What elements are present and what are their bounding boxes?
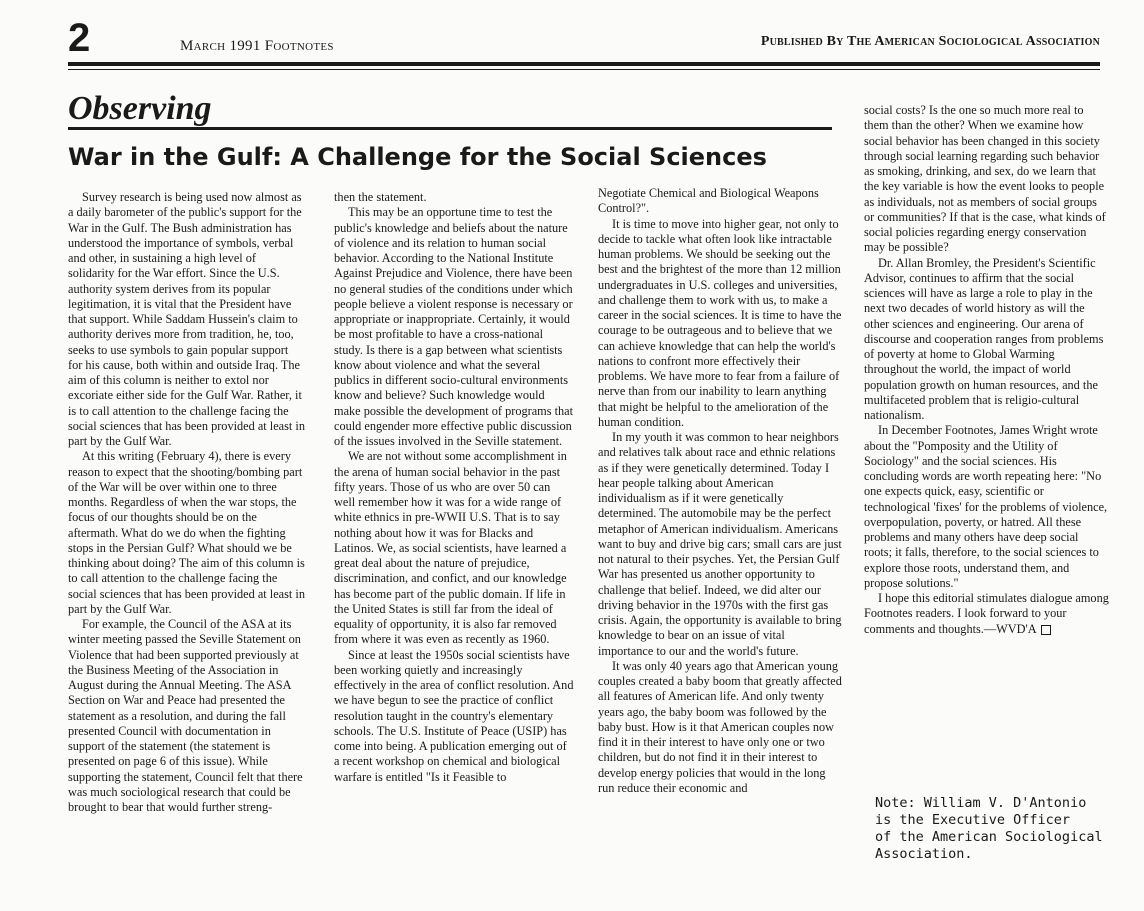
header-rule-thick (68, 62, 1100, 66)
paragraph-text: It was only 40 years ago that American young couples created a baby boom that greatly affected all features of American life. And only twenty years ago, the baby boom was followed by the baby bust. How is it that American couples now find it in their interest to have only one or two children, but do not find it in their interest to develop energy policies that would in the long run reduce their economic and (598, 658, 842, 795)
article-paragraph (68, 449, 305, 617)
paragraph-text: For example, the Council of the ASA at its winter meeting passed the Seville Statement on Violence that had been supported previously at the Business Meeting of the Association in August during the Annual Meeting. The ASA Section on War and Peace had presented the statement as a resolution, and during the fall presented Council with documentation in support of the statement (the statement is presented on page 6 of this issue). While supporting the statement, Council felt that there was much sociological research that could be brought to bear that would further streng- (68, 617, 303, 814)
end-of-article-mark (1041, 625, 1051, 635)
section-title: Observing (68, 90, 212, 127)
typed-note: Note: William V. D'Antonio is the Executive Officer of the American Sociological Association. (875, 795, 1103, 862)
paragraph-text: social costs? Is the one so much more real to them than the other? When we examine how social behavior has been changed in this society through social learning regarding such behavior as smoking, drinking, and sex, do we learn that the key variable is how the event looks to people as individuals, not as members of social groups or communities? If that is the case, what kinds of social policies regarding energy conservation may be possible? (864, 103, 1106, 255)
paragraph-text: Negotiate Chemical and Biological Weapons Control?". (598, 186, 819, 216)
page-number: 2 (68, 16, 91, 60)
article-paragraph (864, 103, 1109, 256)
paragraph-text: Since at least the 1950s social scientists have been working quietly and increasingly effectively in the area of conflict resolution. And we have begun to see the practice of conflict resolution taught in the country's elementary schools. The U.S. Institute of Peace (USIP) has come into being. A publication emerging out of a recent workshop on chemical and biological warfare is entitled "Is it Feasible to (334, 647, 574, 784)
article-paragraph (334, 205, 574, 449)
article-paragraph (598, 217, 842, 431)
article-paragraph (334, 648, 574, 785)
paragraph-text: We are not without some accomplishment in the arena of human social behavior in the past fifty years. Those of us who are over 50 can well remember how it was for a wide range of white ethnics in pre-WWII U.S. That is to say nothing about how it was for Blacks and Latinos. We, as social scientists, have learned a great deal about the nature of prejudice, discrimination, and confict, and our knowledge has become part of the public domain. If life in the United States is still far from the ideal of equality of opportunity, it is also far removed from where it was even as recently as 1960. (334, 449, 567, 647)
article-paragraph (68, 190, 305, 449)
article-column-3 (598, 186, 842, 796)
paragraph-text: It is time to move into higher gear, not only to decide to tackle what often look like intractable human problems. We should be seeking out the best and the brightest of the more than 12 million undergraduates in U.S. colleges and universities, and challenge them to work with us, to make a career in the social sciences. It is time to have the courage to be outrageous and to believe that we can achieve knowledge that can help the world's nations to confront more effectively their problems. We have more to fear from a failure of nerve than from our inability to learn anything that might be helpful to the amelioration of the human condition. (598, 216, 842, 429)
article-paragraph (598, 430, 842, 659)
running-title-left: March 1991 Footnotes (180, 38, 334, 54)
article-paragraph (598, 659, 842, 796)
article-paragraph (864, 256, 1109, 424)
paragraph-text: In my youth it was common to hear neighbors and relatives talk about race and ethnic relations as if they were genetically determined. Today I hear people talking about American individualism as if it were genetically determined. The automobile may be the perfect metaphor of American individualism. Americans want to buy and drive big cars; small cars are just not natural to their psyches. Yet, the Persian Gulf War has presented us another opportunity to challenge that belief. Indeed, we did alter our driving behavior in the 1970s with the first gas crisis. Again, the opportunity is available to bring knowledge to bear on an issue of vital importance to our and the world's future. (598, 430, 842, 658)
paragraph-text: I hope this editorial stimulates dialogue among Footnotes readers. I look forward to your comments and thoughts.—WVD'A (864, 591, 1109, 636)
paragraph-text: At this writing (February 4), there is every reason to expect that the shooting/bombing part of the War will be over within one to three months. Regardless of when the war stops, the focus of our thoughts should be on the aftermath. What do we do when the fighting stops in the Persian Gulf? What should we be thinking about doing? The aim of this column is to call attention to the challenge facing the social sciences that has been provided at least in part by the Gulf War. (68, 449, 305, 616)
article-paragraph (864, 591, 1109, 637)
article-paragraph (598, 186, 842, 217)
paragraph-text: then the statement. (334, 190, 427, 204)
article-paragraph (334, 190, 574, 205)
article-headline: War in the Gulf: A Challenge for the Social Sciences (68, 143, 767, 171)
article-paragraph (864, 423, 1109, 591)
running-title-right: Published By The American Sociological Association (760, 34, 1100, 49)
header-rule-thin (68, 69, 1100, 70)
article-paragraph (334, 449, 574, 647)
article-column-1 (68, 190, 305, 815)
article-column-2 (334, 190, 574, 785)
paragraph-text: Dr. Allan Bromley, the President's Scientific Advisor, continues to affirm that the social sciences will have as large a role to play in the next two decades of world history as will the other sciences and engineering. Our arena of discourse and cooperation ranges from problems of poverty at home to Global Warming throughout the world, the impact of world population growth on human resources, and the multifaceted problem that is religio-cultural nationalism. (864, 255, 1104, 422)
paragraph-text: This may be an opportune time to test the public's knowledge and beliefs about the nature of violence and its relation to human social behavior. According to the National Institute Against Prejudice and Violence, there have been no general studies of the conditions under which people believe a violent response is necessary or appropriate or inappropriate. Certainly, it would be most profitable to have a cross-national study. Is there is a gap between what scientists know about violence and what the several publics in different socio-cultural environments know and believe? Such knowledge would make possible the development of programs that could engender more effective public discussion of the issues involved in the Seville statement. (334, 205, 574, 448)
paragraph-text: In December Footnotes, James Wright wrote about the "Pomposity and the Utility of Sociology" and the social sciences. His concluding words are worth repeating here: "No one expects quick, easy, scientific or technological 'fixes' for the problems of violence, overpopulation, poverty, or hatred. All these problems and many others have deep social roots; it falls, therefore, to the social sciences to explore those roots, understand them, and propose solutions." (864, 423, 1108, 590)
article-column-4 (864, 103, 1109, 637)
section-rule (68, 127, 832, 130)
paragraph-text: Survey research is being used now almost as a daily barometer of the public's support for the War in the Gulf. The Bush administration has understood the importance of symbols, verbal and other, in sustaining a high level of solidarity for the War effort. Since the U.S. authority system derives from its popular legitimation, it is vital that the President have that support. While Saddam Hussein's claim to authority derives more from tradition, he, too, seeks to use symbols to gain popular support for his cause, both within and outside Iraq. The aim of this column is neither to extol nor excoriate either side for the Gulf War. Rather, it is to call attention to the challenge facing the social sciences that has been provided at least in part by the Gulf War. (68, 190, 305, 448)
article-paragraph (68, 617, 305, 815)
